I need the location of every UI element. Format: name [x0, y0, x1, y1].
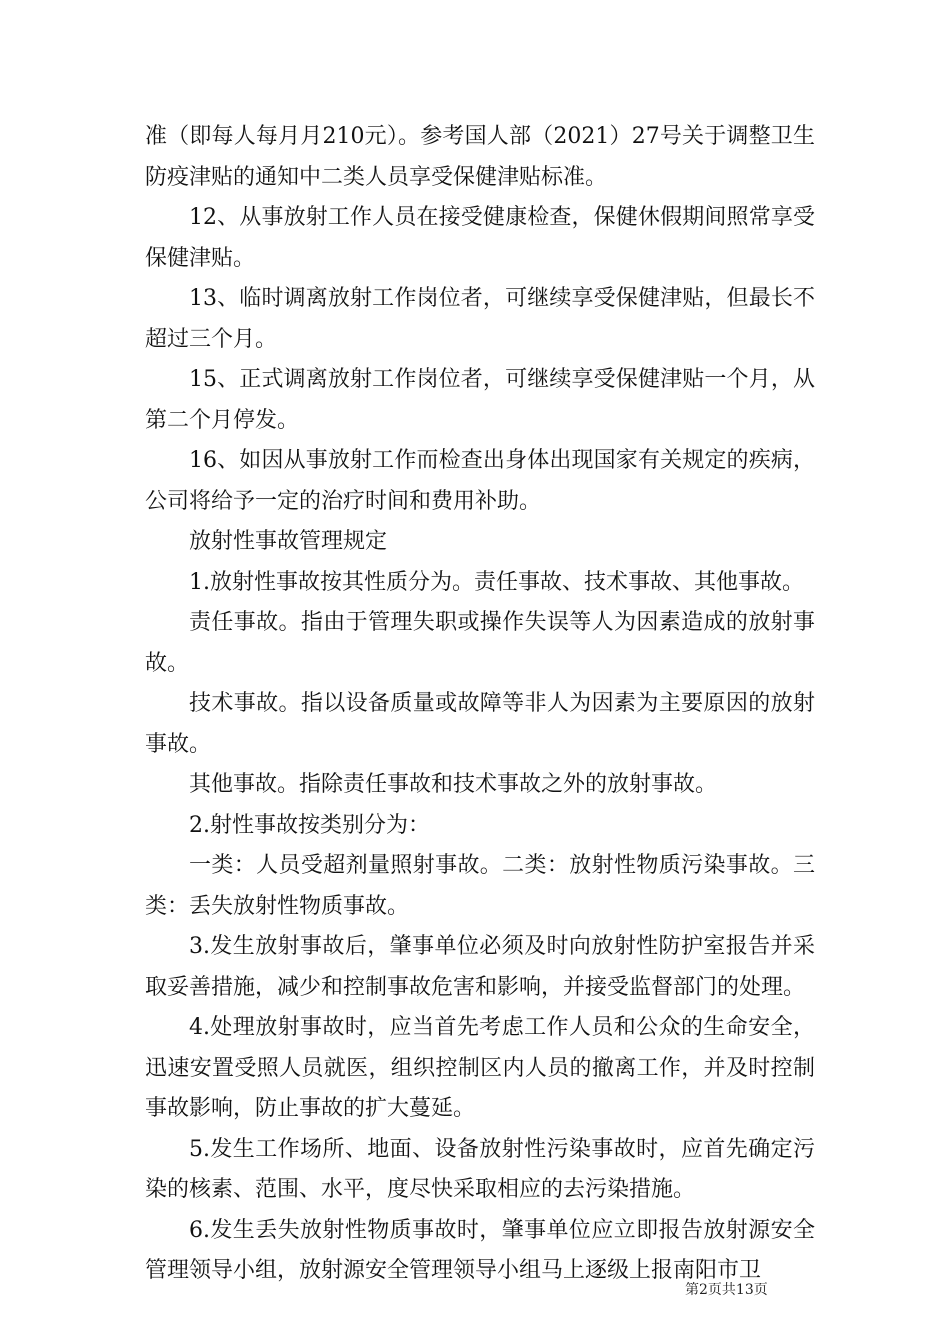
paragraph: 技术事故。指以设备质量或故障等非人为因素为主要原因的放射事故。: [145, 691, 815, 757]
paragraph: 13、临时调离放射工作岗位者，可继续享受保健津贴，但最长不超过三个月。: [145, 286, 815, 352]
paragraph: 3.发生放射事故后，肇事单位必须及时向放射性防护室报告并采取妥善措施，减少和控制事故危害和影响，并接受监督部门的处理。: [145, 934, 815, 1000]
paragraph: 6.发生丢失放射性物质事故时，肇事单位应立即报告放射源安全管理领导小组，放射源安全管理领导小组马上逐级上报南阳市卫: [145, 1217, 815, 1283]
paragraph: 其他事故。指除责任事故和技术事故之外的放射事故。: [189, 772, 718, 797]
paragraph: 一类：人员受超剂量照射事故。二类：放射性物质污染事故。三类：丢失放射性物质事故。: [145, 853, 815, 919]
section-heading: 放射性事故管理规定: [189, 529, 388, 554]
paragraph: 4.处理放射事故时，应当首先考虑工作人员和公众的生命安全，迅速安置受照人员就医，组织控制区内人员的撤离工作，并及时控制事故影响，防止事故的扩大蔓延。: [145, 1015, 815, 1121]
paragraph: 2.射性事故按类别分为：: [189, 812, 430, 838]
paragraph: 5.发生工作场所、地面、设备放射性污染事故时，应首先确定污染的核素、范围、水平，度尽快采取相应的去污染措施。: [145, 1136, 815, 1202]
paragraph: 15、正式调离放射工作岗位者，可继续享受保健津贴一个月，从第二个月停发。: [145, 367, 815, 433]
document-body: [145, 117, 815, 1292]
paragraph: 责任事故。指由于管理失职或操作失误等人为因素造成的放射事故。: [145, 610, 815, 676]
paragraph: 1.放射性事故按其性质分为。责任事故、技术事故、其他事故。: [189, 569, 804, 595]
page-number: 第2页共13页: [685, 1282, 768, 1298]
paragraph: 12、从事放射工作人员在接受健康检查，保健休假期间照常享受保健津贴。: [145, 205, 815, 271]
paragraph: 16、如因从事放射工作而检查出身体出现国家有关规定的疾病，公司将给予一定的治疗时间和费用补助。: [145, 448, 815, 514]
paragraph: 准（即每人每月月210元）。参考国人部（2021）27号关于调整卫生防疫津贴的通知中二类人员享受保健津贴标准。: [145, 124, 815, 190]
